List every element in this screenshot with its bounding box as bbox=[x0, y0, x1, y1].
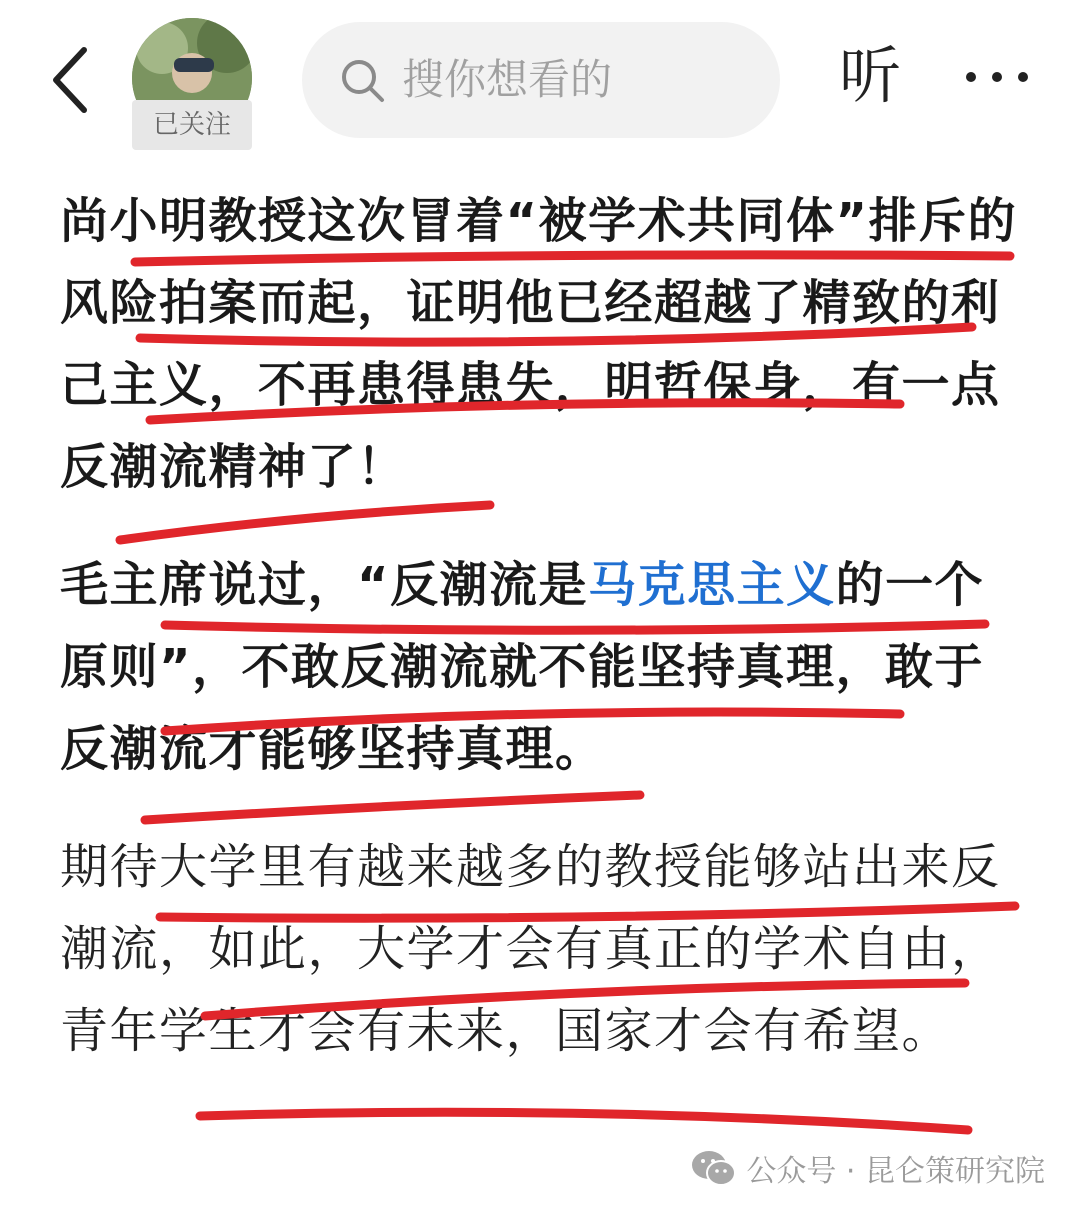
listen-button[interactable]: 听 bbox=[838, 39, 901, 112]
underline-line-10 bbox=[200, 1112, 968, 1130]
watermark-text: 公众号 · 昆仑策研究院 bbox=[746, 1154, 1045, 1189]
wechat-icon bbox=[690, 1148, 738, 1188]
article-body bbox=[60, 180, 1030, 1072]
paragraph-2-text-b: 的一个原则”，不敢反潮流就不能坚持真理，敢于反潮流才能够坚持真理。 bbox=[60, 557, 985, 777]
followed-badge[interactable]: 已关注 bbox=[132, 100, 252, 150]
paragraph-2-text-a: 毛主席说过，“反潮流是 bbox=[60, 557, 589, 613]
search-input[interactable] bbox=[302, 22, 780, 138]
paragraph-2 bbox=[60, 544, 1030, 790]
top-navigation-bar bbox=[0, 0, 1079, 150]
chevron-left-icon bbox=[40, 40, 100, 120]
paragraph-3: 期待大学里有越来越多的教授能够站出来反潮流，如此，大学才会有真正的学术自由，青年学生才会有未来，国家才会有希望。 bbox=[60, 839, 1001, 1059]
more-dots-icon bbox=[966, 72, 976, 82]
paragraph-1: 尚小明教授这次冒着“被学术共同体”排斥的风险拍案而起，证明他已经超越了精致的利己主义，不再患得患失，明哲保身，有一点反潮流精神了！ bbox=[60, 193, 1018, 495]
back-button[interactable] bbox=[40, 40, 100, 120]
wechat-watermark bbox=[690, 1140, 1045, 1196]
marxism-link[interactable]: 马克思主义 bbox=[588, 557, 836, 613]
author-avatar-group[interactable] bbox=[132, 18, 254, 140]
more-options-button[interactable] bbox=[962, 52, 1032, 102]
search-placeholder: 搜你想看的 bbox=[402, 55, 613, 104]
search-icon bbox=[338, 56, 388, 106]
